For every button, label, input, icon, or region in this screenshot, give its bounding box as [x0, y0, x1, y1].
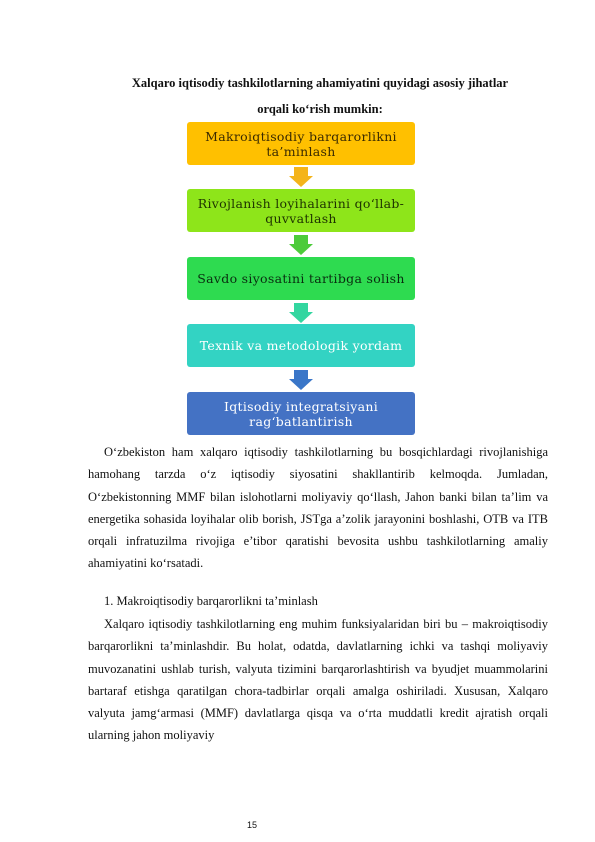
down-arrow-icon — [289, 167, 313, 187]
section-heading — [100, 70, 540, 122]
diagram-step-2-label: Rivojlanish loyihalarini qo‘llab-quvvatlash — [197, 195, 405, 226]
paragraph-1-text: O‘zbekiston ham xalqaro iqtisodiy tashkilotlarning bu bosqichlardagi rivojlanishiga hamohang tarzda o‘z iqtisodiy siyosatini shakllantirib kelmoqda. Jumladan, O‘zbekistonning MMF bilan islohotlarni moliyaviy qo‘llash, Jahon banki bilan ta’lim va energetika sohasida loyihalar olib borish, JSTga a’zolik jarayonini boshlashi, OTB va ITB orqali infratuzilma rivojiga e’tibor qaratishi bevosita ushbu tashkilotlarning amaliy ahamiyatini ko‘rsatadi. — [88, 445, 548, 571]
diagram-step-1 — [187, 122, 415, 165]
heading-line-2: orqali ko‘rish mumkin: — [257, 102, 383, 116]
diagram-step-4 — [187, 324, 415, 367]
diagram-step-5 — [187, 392, 415, 435]
page-number: 15 — [247, 820, 258, 830]
list-item-1: 1. Makroiqtisodiy barqarorlikni ta’minlash — [104, 594, 318, 608]
diagram-step-2 — [187, 189, 415, 232]
heading-line-1: Xalqaro iqtisodiy tashkilotlarning ahamiyatini quyidagi asosiy jihatlar — [131, 76, 509, 90]
diagram-step-3 — [187, 257, 415, 300]
diagram-step-5-label: Iqtisodiy integratsiyani rag‘batlantirish — [223, 398, 379, 429]
down-arrow-icon — [289, 370, 313, 390]
diagram-step-1-label: Makroiqtisodiy barqarorlikni ta’minlash — [205, 128, 397, 159]
down-arrow-icon — [289, 303, 313, 323]
body-paragraph-1 — [88, 441, 548, 575]
diagram-step-3-label: Savdo siyosatini tartibga solish — [197, 271, 405, 286]
diagram-step-4-label: Texnik va metodologik yordam — [199, 338, 403, 353]
body-paragraph-2 — [88, 613, 548, 747]
paragraph-2-text: Xalqaro iqtisodiy tashkilotlarning eng muhim funksiyalaridan biri bu – makroiqtisodiy barqarorlikni ta’minlashdir. Bu holat, odatda, davlatlarning ichki va tashqi moliyaviy muvozanatini ushlab turish, valyuta tizimini barqarorlashtirish va byudjet muammolarini bartaraf etishga qaratilgan chora-tadbirlar orqali amalga oshiriladi. Xususan, Xalqaro valyuta jamg‘armasi (MMF) davlatlarga qisqa va o‘rta muddatli kredit ajratish orqali ularning jahon moliyaviy — [88, 617, 548, 743]
down-arrow-icon — [289, 235, 313, 255]
